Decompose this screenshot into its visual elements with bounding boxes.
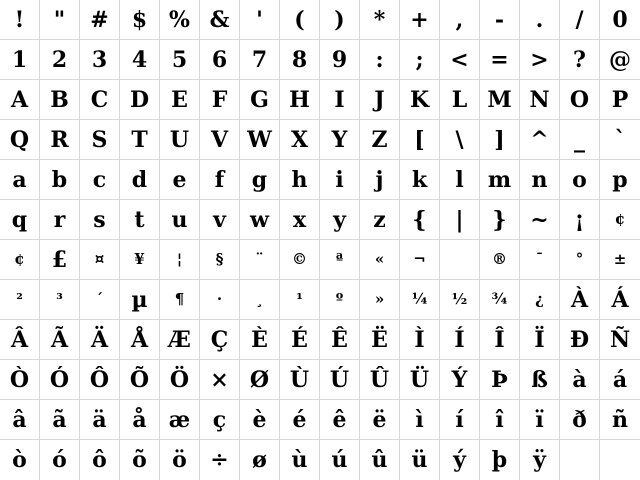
glyph-cell[interactable]: ¨ xyxy=(240,240,280,280)
glyph-cell[interactable]: à xyxy=(560,360,600,400)
glyph-cell[interactable]: ÷ xyxy=(200,440,240,480)
glyph-cell[interactable]: ê xyxy=(320,400,360,440)
glyph-cell[interactable]: 4 xyxy=(120,40,160,80)
glyph-cell[interactable]: q xyxy=(0,200,40,240)
glyph-cell[interactable]: á xyxy=(600,360,640,400)
glyph-cell[interactable]: L xyxy=(440,80,480,120)
glyph-cell[interactable]: Û xyxy=(360,360,400,400)
glyph-cell[interactable]: õ xyxy=(120,440,160,480)
glyph-cell[interactable]: â xyxy=(0,400,40,440)
glyph-cell[interactable]: X xyxy=(280,120,320,160)
glyph-cell[interactable]: ì xyxy=(400,400,440,440)
glyph-cell[interactable]: . xyxy=(520,0,560,40)
glyph-cell[interactable]: å xyxy=(120,400,160,440)
glyph-cell[interactable]: | xyxy=(440,200,480,240)
glyph-cell[interactable]: ´ xyxy=(80,280,120,320)
glyph-cell[interactable]: ª xyxy=(320,240,360,280)
glyph-cell[interactable]: < xyxy=(440,40,480,80)
glyph-cell[interactable]: W xyxy=(240,120,280,160)
glyph-cell[interactable]: Ô xyxy=(80,360,120,400)
glyph-cell[interactable]: ñ xyxy=(600,400,640,440)
glyph-cell[interactable]: E xyxy=(160,80,200,120)
glyph-cell[interactable]: Ý xyxy=(440,360,480,400)
glyph-cell[interactable]: 3 xyxy=(80,40,120,80)
glyph-cell[interactable]: ç xyxy=(200,400,240,440)
glyph-cell[interactable]: ¯ xyxy=(520,240,560,280)
glyph-cell[interactable]: } xyxy=(480,200,520,240)
glyph-cell[interactable]: í xyxy=(440,400,480,440)
glyph-cell[interactable]: b xyxy=(40,160,80,200)
glyph-cell[interactable]: T xyxy=(120,120,160,160)
glyph-cell[interactable]: Ì xyxy=(400,320,440,360)
glyph-cell[interactable]: ² xyxy=(0,280,40,320)
glyph-cell[interactable]: ¤ xyxy=(80,240,120,280)
glyph-cell[interactable] xyxy=(560,440,600,480)
glyph-cell[interactable]: Æ xyxy=(160,320,200,360)
glyph-cell[interactable]: z xyxy=(360,200,400,240)
glyph-cell[interactable]: ¶ xyxy=(160,280,200,320)
glyph-cell[interactable]: È xyxy=(240,320,280,360)
glyph-cell[interactable]: Ä xyxy=(80,320,120,360)
glyph-cell[interactable]: ó xyxy=(40,440,80,480)
glyph-cell[interactable]: ¾ xyxy=(480,280,520,320)
glyph-cell[interactable]: " xyxy=(40,0,80,40)
glyph-cell[interactable]: Þ xyxy=(480,360,520,400)
glyph-cell[interactable] xyxy=(600,440,640,480)
glyph-cell[interactable]: h xyxy=(280,160,320,200)
glyph-cell[interactable]: x xyxy=(280,200,320,240)
glyph-cell[interactable]: p xyxy=(600,160,640,200)
glyph-cell[interactable]: û xyxy=(360,440,400,480)
glyph-cell[interactable]: Ã xyxy=(40,320,80,360)
glyph-cell[interactable]: 6 xyxy=(200,40,240,80)
glyph-cell[interactable]: » xyxy=(360,280,400,320)
glyph-cell[interactable]: g xyxy=(240,160,280,200)
glyph-cell[interactable]: ; xyxy=(400,40,440,80)
glyph-cell[interactable]: 5 xyxy=(160,40,200,80)
glyph-cell[interactable]: $ xyxy=(120,0,160,40)
glyph-cell[interactable]: F xyxy=(200,80,240,120)
glyph-cell[interactable]: Á xyxy=(600,280,640,320)
glyph-cell[interactable]: Ü xyxy=(400,360,440,400)
glyph-cell[interactable]: Ó xyxy=(40,360,80,400)
glyph-cell[interactable]: n xyxy=(520,160,560,200)
glyph-cell[interactable]: ý xyxy=(440,440,480,480)
glyph-cell[interactable]: * xyxy=(360,0,400,40)
glyph-cell[interactable]: H xyxy=(280,80,320,120)
glyph-cell[interactable]: ) xyxy=(320,0,360,40)
glyph-cell[interactable]: è xyxy=(240,400,280,440)
glyph-cell[interactable]: e xyxy=(160,160,200,200)
glyph-cell[interactable]: é xyxy=(280,400,320,440)
glyph-cell[interactable]: ] xyxy=(480,120,520,160)
glyph-cell[interactable]: ¬ xyxy=(400,240,440,280)
glyph-cell[interactable]: @ xyxy=(600,40,640,80)
glyph-cell[interactable]: ÿ xyxy=(520,440,560,480)
glyph-cell[interactable]: Ò xyxy=(0,360,40,400)
glyph-cell[interactable]: « xyxy=(360,240,400,280)
glyph-cell[interactable]: ö xyxy=(160,440,200,480)
glyph-cell[interactable]: ' xyxy=(240,0,280,40)
glyph-cell[interactable]: K xyxy=(400,80,440,120)
glyph-cell[interactable]: m xyxy=(480,160,520,200)
glyph-cell[interactable]: × xyxy=(200,360,240,400)
glyph-cell[interactable]: # xyxy=(80,0,120,40)
glyph-cell[interactable]: ò xyxy=(0,440,40,480)
glyph-cell[interactable]: Í xyxy=(440,320,480,360)
glyph-cell[interactable]: u xyxy=(160,200,200,240)
glyph-cell[interactable]: Ç xyxy=(200,320,240,360)
glyph-cell[interactable]: µ xyxy=(120,280,160,320)
glyph-cell[interactable]: ¡ xyxy=(560,200,600,240)
glyph-cell[interactable]: o xyxy=(560,160,600,200)
glyph-cell[interactable]: k xyxy=(400,160,440,200)
glyph-cell[interactable]: \ xyxy=(440,120,480,160)
glyph-cell[interactable]: ä xyxy=(80,400,120,440)
glyph-cell[interactable]: Ë xyxy=(360,320,400,360)
glyph-cell[interactable]: % xyxy=(160,0,200,40)
glyph-cell[interactable]: ® xyxy=(480,240,520,280)
glyph-cell[interactable]: - xyxy=(480,0,520,40)
glyph-cell[interactable]: É xyxy=(280,320,320,360)
glyph-cell[interactable]: ( xyxy=(280,0,320,40)
glyph-cell[interactable]: & xyxy=(200,0,240,40)
glyph-cell[interactable]: 2 xyxy=(40,40,80,80)
glyph-cell[interactable]: ß xyxy=(520,360,560,400)
glyph-cell[interactable]: Y xyxy=(320,120,360,160)
glyph-cell[interactable]: , xyxy=(440,0,480,40)
glyph-cell[interactable]: Q xyxy=(0,120,40,160)
glyph-cell[interactable]: + xyxy=(400,0,440,40)
glyph-cell[interactable]: l xyxy=(440,160,480,200)
glyph-cell[interactable]: Ö xyxy=(160,360,200,400)
glyph-cell[interactable]: ð xyxy=(560,400,600,440)
glyph-cell[interactable]: Ê xyxy=(320,320,360,360)
glyph-cell[interactable]: Î xyxy=(480,320,520,360)
glyph-cell[interactable]: P xyxy=(600,80,640,120)
glyph-cell[interactable]: ± xyxy=(600,240,640,280)
glyph-cell[interactable]: ô xyxy=(80,440,120,480)
glyph-cell[interactable] xyxy=(440,240,480,280)
glyph-cell[interactable]: Ù xyxy=(280,360,320,400)
glyph-cell[interactable]: ü xyxy=(400,440,440,480)
glyph-cell[interactable]: U xyxy=(160,120,200,160)
glyph-cell[interactable]: y xyxy=(320,200,360,240)
glyph-cell[interactable]: ¸ xyxy=(240,280,280,320)
glyph-cell[interactable]: ! xyxy=(0,0,40,40)
glyph-cell[interactable]: ³ xyxy=(40,280,80,320)
glyph-cell[interactable]: Ð xyxy=(560,320,600,360)
glyph-cell[interactable]: D xyxy=(120,80,160,120)
glyph-cell[interactable]: 7 xyxy=(240,40,280,80)
glyph-cell[interactable]: ` xyxy=(600,120,640,160)
glyph-cell[interactable]: B xyxy=(40,80,80,120)
glyph-cell[interactable]: ~ xyxy=(520,200,560,240)
glyph-cell[interactable]: 9 xyxy=(320,40,360,80)
glyph-cell[interactable]: R xyxy=(40,120,80,160)
glyph-cell[interactable]: Õ xyxy=(120,360,160,400)
glyph-cell[interactable]: a xyxy=(0,160,40,200)
glyph-cell[interactable]: v xyxy=(200,200,240,240)
glyph-cell[interactable]: A xyxy=(0,80,40,120)
glyph-cell[interactable]: c xyxy=(80,160,120,200)
glyph-cell[interactable]: Å xyxy=(120,320,160,360)
glyph-cell[interactable]: Z xyxy=(360,120,400,160)
glyph-cell[interactable]: s xyxy=(80,200,120,240)
glyph-cell[interactable]: : xyxy=(360,40,400,80)
glyph-cell[interactable]: i xyxy=(320,160,360,200)
glyph-cell[interactable]: § xyxy=(200,240,240,280)
glyph-cell[interactable]: d xyxy=(120,160,160,200)
glyph-cell[interactable]: À xyxy=(560,280,600,320)
glyph-cell[interactable]: ½ xyxy=(440,280,480,320)
glyph-cell[interactable]: Ï xyxy=(520,320,560,360)
glyph-cell[interactable]: f xyxy=(200,160,240,200)
glyph-cell[interactable]: 1 xyxy=(0,40,40,80)
glyph-cell[interactable]: Ñ xyxy=(600,320,640,360)
glyph-cell[interactable]: ù xyxy=(280,440,320,480)
glyph-cell[interactable]: O xyxy=(560,80,600,120)
glyph-cell[interactable]: r xyxy=(40,200,80,240)
glyph-cell[interactable]: ? xyxy=(560,40,600,80)
glyph-cell[interactable]: ¢ xyxy=(600,200,640,240)
glyph-cell[interactable]: ø xyxy=(240,440,280,480)
glyph-cell[interactable]: _ xyxy=(560,120,600,160)
glyph-cell[interactable]: I xyxy=(320,80,360,120)
glyph-cell[interactable]: ¥ xyxy=(120,240,160,280)
glyph-cell[interactable]: { xyxy=(400,200,440,240)
glyph-cell[interactable]: £ xyxy=(40,240,80,280)
glyph-cell[interactable]: ë xyxy=(360,400,400,440)
glyph-cell[interactable]: ° xyxy=(560,240,600,280)
glyph-cell[interactable]: ¦ xyxy=(160,240,200,280)
glyph-cell[interactable]: / xyxy=(560,0,600,40)
glyph-cell[interactable]: ¢ xyxy=(0,240,40,280)
glyph-cell[interactable]: ¹ xyxy=(280,280,320,320)
glyph-cell[interactable]: Ú xyxy=(320,360,360,400)
glyph-cell[interactable]: î xyxy=(480,400,520,440)
glyph-cell[interactable]: Ø xyxy=(240,360,280,400)
glyph-cell[interactable]: 8 xyxy=(280,40,320,80)
glyph-cell[interactable]: C xyxy=(80,80,120,120)
glyph-cell[interactable]: N xyxy=(520,80,560,120)
glyph-cell[interactable]: j xyxy=(360,160,400,200)
glyph-cell[interactable]: ã xyxy=(40,400,80,440)
glyph-cell[interactable]: 0 xyxy=(600,0,640,40)
glyph-cell[interactable]: t xyxy=(120,200,160,240)
glyph-cell[interactable]: ï xyxy=(520,400,560,440)
glyph-cell[interactable]: ^ xyxy=(520,120,560,160)
glyph-cell[interactable]: Â xyxy=(0,320,40,360)
glyph-cell[interactable]: J xyxy=(360,80,400,120)
glyph-cell[interactable]: · xyxy=(200,280,240,320)
glyph-cell[interactable]: M xyxy=(480,80,520,120)
glyph-cell[interactable]: > xyxy=(520,40,560,80)
glyph-cell[interactable]: w xyxy=(240,200,280,240)
glyph-cell[interactable]: ú xyxy=(320,440,360,480)
glyph-cell[interactable]: V xyxy=(200,120,240,160)
glyph-cell[interactable]: ¿ xyxy=(520,280,560,320)
glyph-cell[interactable]: = xyxy=(480,40,520,80)
glyph-cell[interactable]: [ xyxy=(400,120,440,160)
glyph-cell[interactable]: º xyxy=(320,280,360,320)
glyph-cell[interactable]: ¼ xyxy=(400,280,440,320)
glyph-cell[interactable]: S xyxy=(80,120,120,160)
glyph-cell[interactable]: G xyxy=(240,80,280,120)
glyph-cell[interactable]: © xyxy=(280,240,320,280)
glyph-cell[interactable]: æ xyxy=(160,400,200,440)
glyph-cell[interactable]: þ xyxy=(480,440,520,480)
